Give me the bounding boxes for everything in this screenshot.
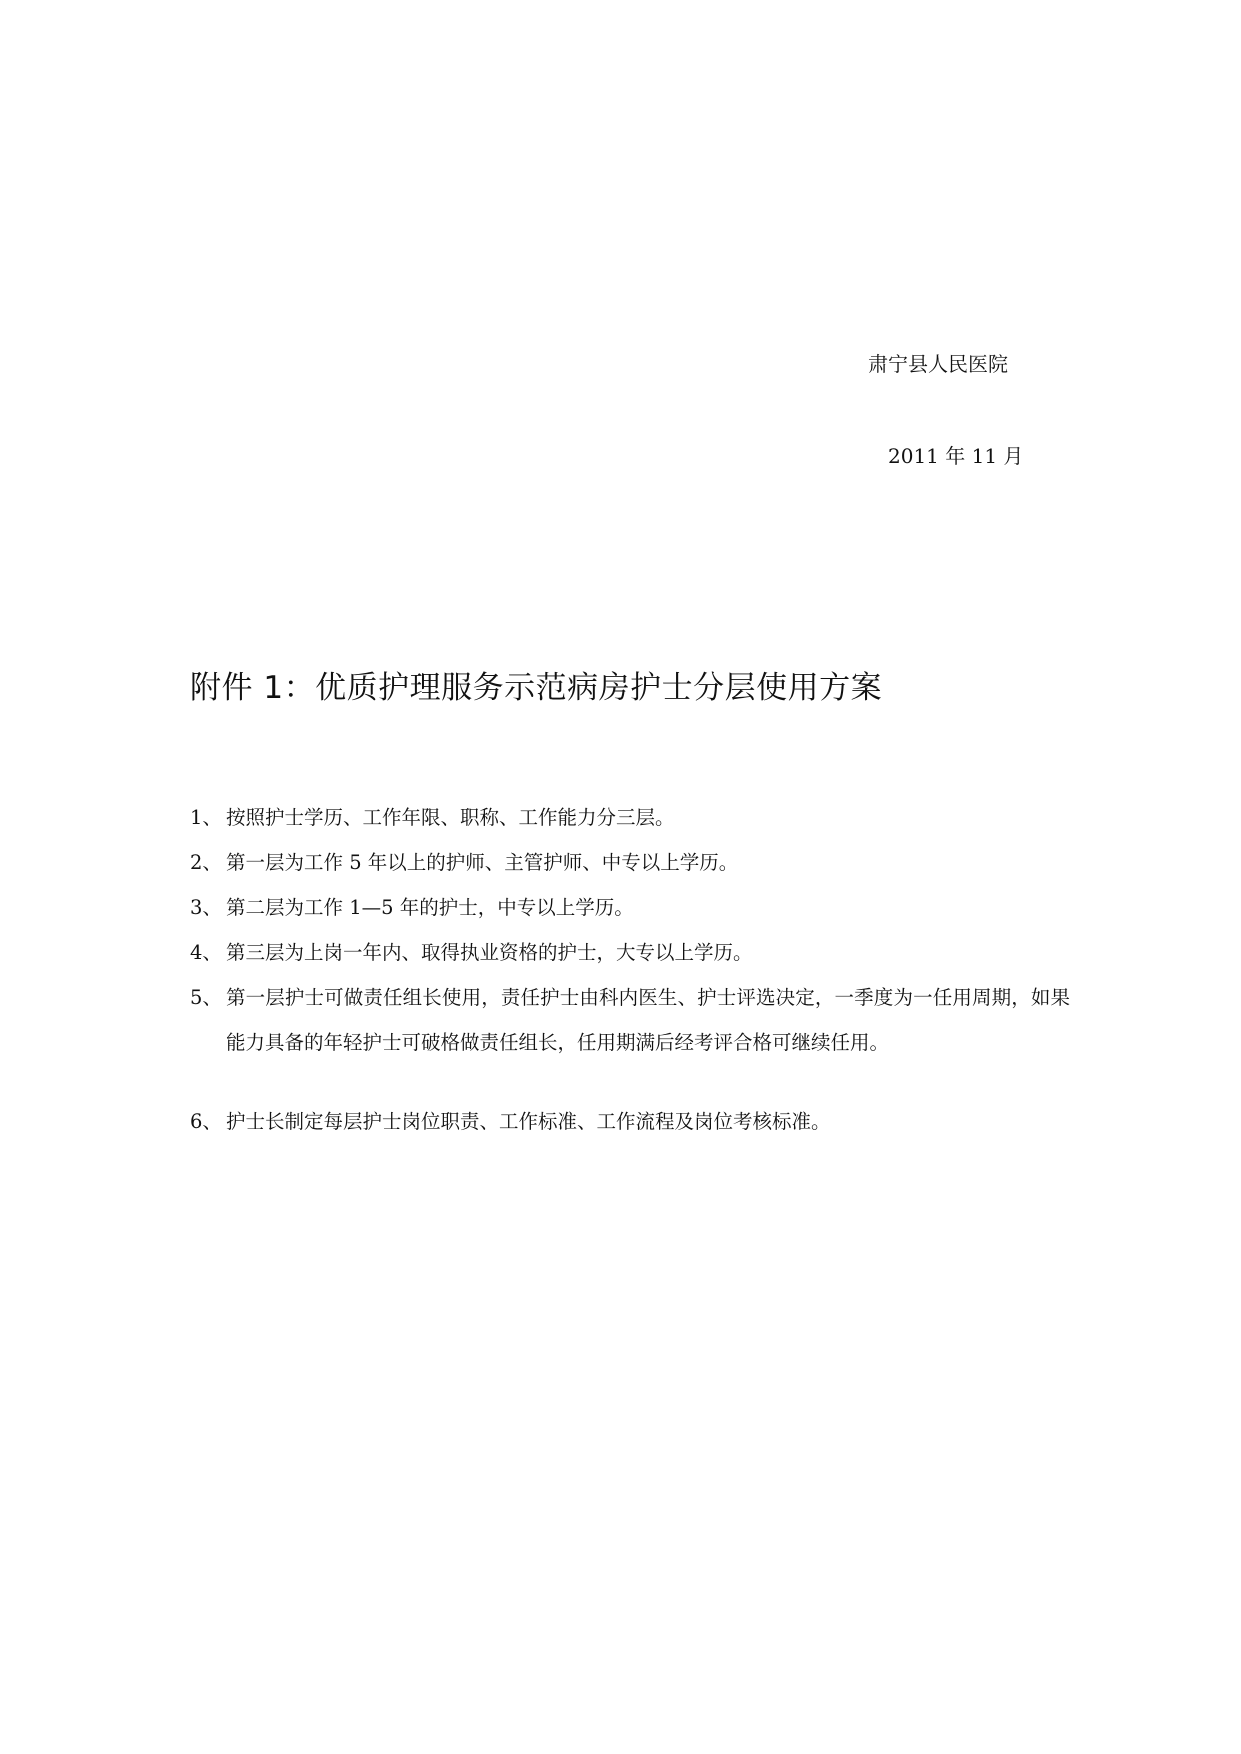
list-item-number: 6、	[190, 1110, 222, 1133]
numbered-list	[190, 795, 1070, 1144]
list-item-text: 按照护士学历、工作年限、职称、工作能力分三层。	[226, 806, 675, 829]
list-item-number: 4、	[190, 941, 222, 964]
issuing-organization: 肃宁县人民医院	[868, 352, 1008, 376]
list-item	[190, 795, 1070, 840]
list-item-text: 第一层护士可做责任组长使用，责任护士由科内医生、护士评选决定，一季度为一任用周期，如果能力具备的年轻护士可破格做责任组长，任用期满后经考评合格可继续任用。	[226, 986, 1070, 1054]
issue-date: 2011 年 11 月	[888, 444, 1024, 468]
list-item-text: 第一层为工作 5 年以上的护师、主管护师、中专以上学历。	[226, 851, 739, 874]
list-item-number: 5、	[190, 986, 222, 1009]
list-item-text: 护士长制定每层护士岗位职责、工作标准、工作流程及岗位考核标准。	[226, 1110, 831, 1133]
list-item	[190, 930, 1070, 975]
list-item-number: 3、	[190, 896, 222, 919]
list-item-text: 第二层为工作 1—5 年的护士，中专以上学历。	[226, 896, 634, 919]
attachment-title: 附件 1：优质护理服务示范病房护士分层使用方案	[190, 670, 883, 706]
list-item-number: 1、	[190, 806, 222, 829]
list-item	[190, 1099, 1070, 1144]
list-item-number: 2、	[190, 851, 222, 874]
list-item	[190, 840, 1070, 885]
list-item-text: 第三层为上岗一年内、取得执业资格的护士，大专以上学历。	[226, 941, 753, 964]
list-item	[190, 885, 1070, 930]
list-item	[190, 975, 1070, 1065]
